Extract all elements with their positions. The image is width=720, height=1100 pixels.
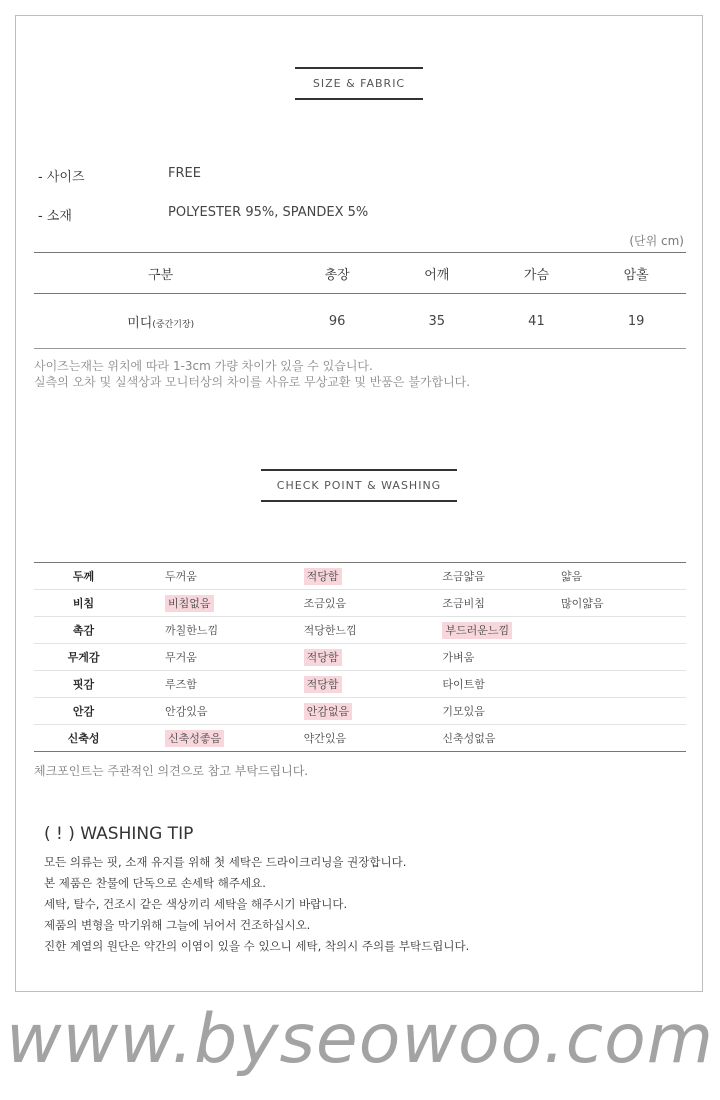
row-name-cell [34, 294, 287, 349]
check-row [34, 563, 686, 590]
washing-line: 세탁, 탈수, 건조시 같은 색상끼리 세탁을 해주시기 바랍니다. [44, 897, 348, 911]
col-header: 구분 [34, 253, 287, 294]
row-name-note: (중간기장) [152, 319, 195, 330]
check-row [34, 725, 686, 752]
check-point-title: CHECK POINT & WASHING [261, 469, 457, 502]
check-option: 가벼움 [442, 651, 475, 664]
check-option: 적당한느낌 [303, 624, 357, 637]
check-point-note: 체크포인트는 주관적인 의견으로 참고 부탁드립니다. [34, 764, 309, 778]
size-note [34, 358, 470, 390]
size-table-header [34, 253, 686, 294]
check-option: 안감있음 [165, 705, 208, 718]
check-option-cell [133, 644, 272, 671]
size-fabric-heading [16, 67, 702, 100]
table-cell: 35 [387, 294, 487, 349]
check-option-selected: 안감없음 [304, 703, 353, 720]
check-option-cell [549, 617, 686, 644]
check-option-cell [272, 725, 411, 752]
row-name: 미디 [127, 315, 153, 331]
col-header: 가슴 [487, 253, 587, 294]
fabric-label: - 소재 [38, 209, 72, 224]
check-option-cell [410, 590, 549, 617]
check-option-cell [549, 644, 686, 671]
check-option: 두꺼움 [165, 570, 197, 583]
col-header: 암홀 [586, 253, 686, 294]
check-option: 조금있음 [303, 597, 347, 610]
check-option: 무거움 [165, 651, 197, 664]
check-row-label: 무게감 [34, 644, 133, 671]
check-option-cell [549, 590, 686, 617]
size-value: FREE [168, 166, 201, 181]
size-fabric-title: SIZE & FABRIC [295, 67, 423, 100]
check-option-cell [133, 617, 272, 644]
check-option-selected: 적당함 [304, 676, 342, 693]
check-option-selected: 부드러운느낌 [442, 622, 512, 639]
washing-lines [44, 852, 469, 957]
check-option: 조금얇음 [442, 570, 485, 583]
check-row-label: 핏감 [34, 671, 133, 698]
check-option: 까칠한느낌 [165, 624, 219, 637]
check-option-cell [410, 644, 549, 671]
check-option-selected: 비침없음 [165, 595, 214, 612]
table-cell: 96 [287, 294, 387, 349]
check-row [34, 644, 686, 671]
check-option-cell [410, 617, 549, 644]
washing-line: 진한 계열의 원단은 약간의 이염이 있을 수 있으니 세탁, 착의시 주의를 부탁드립니다. [44, 939, 470, 953]
check-row [34, 590, 686, 617]
check-point-heading [16, 469, 702, 502]
check-option-cell [272, 617, 411, 644]
check-option-selected: 적당함 [304, 568, 342, 585]
check-row-label: 촉감 [34, 617, 133, 644]
check-option-selected: 적당함 [304, 649, 342, 666]
check-option-cell [133, 671, 272, 698]
check-option: 조금비침 [442, 597, 485, 610]
check-option-cell [272, 698, 411, 725]
check-row-label: 신축성 [34, 725, 133, 752]
table-cell: 41 [487, 294, 587, 349]
check-option-cell [549, 698, 686, 725]
check-row-label: 안감 [34, 698, 133, 725]
check-option: 약간있음 [303, 732, 347, 745]
size-label: - 사이즈 [38, 170, 85, 185]
check-option-cell [272, 671, 411, 698]
check-option-cell [549, 563, 686, 590]
check-option: 신축성없음 [442, 732, 496, 745]
check-option-cell [410, 563, 549, 590]
col-header: 어깨 [387, 253, 487, 294]
check-option-cell [410, 725, 549, 752]
check-option: 루즈함 [165, 678, 197, 691]
check-option: 기모있음 [442, 705, 485, 718]
site-url: www.byseowoo.com [5, 1000, 715, 1079]
unit-label: (단위 cm) [629, 234, 684, 248]
check-option: 많이얇음 [560, 597, 604, 610]
check-option-cell [410, 698, 549, 725]
check-option-cell [549, 725, 686, 752]
check-option: 타이트함 [442, 678, 485, 691]
check-option-cell [133, 725, 272, 752]
check-option-cell [133, 563, 272, 590]
col-header: 총장 [287, 253, 387, 294]
washing-title: ( ! ) WASHING TIP [44, 824, 194, 844]
washing-line: 본 제품은 찬물에 단독으로 손세탁 해주세요. [44, 876, 266, 890]
size-note-line: 실측의 오차 및 실색상과 모니터상의 차이를 사유로 무상교환 및 반품은 불가합니다. [34, 375, 471, 389]
table-cell: 19 [586, 294, 686, 349]
check-point-table [34, 562, 686, 752]
check-option-cell [272, 590, 411, 617]
check-option-cell [410, 671, 549, 698]
check-row [34, 671, 686, 698]
check-option-cell [549, 671, 686, 698]
check-option: 얇음 [560, 570, 583, 583]
check-option-cell [133, 698, 272, 725]
check-option-cell [272, 563, 411, 590]
table-row [34, 294, 686, 349]
check-option-cell [133, 590, 272, 617]
washing-line: 제품의 변형을 막기위해 그늘에 뉘어서 건조하십시오. [44, 918, 311, 932]
size-table [34, 252, 686, 349]
fabric-value: POLYESTER 95%, SPANDEX 5% [168, 205, 369, 220]
check-row-label: 두께 [34, 563, 133, 590]
check-row-label: 비침 [34, 590, 133, 617]
size-note-line: 사이즈는재는 위치에 따라 1-3cm 가량 차이가 있을 수 있습니다. [34, 359, 373, 373]
washing-line: 모든 의류는 핏, 소재 유지를 위해 첫 세탁은 드라이크리닝을 권장합니다. [44, 855, 407, 869]
check-option-selected: 신축성좋음 [165, 730, 224, 747]
check-row [34, 698, 686, 725]
check-option-cell [272, 644, 411, 671]
info-panel [15, 15, 703, 992]
check-row [34, 617, 686, 644]
